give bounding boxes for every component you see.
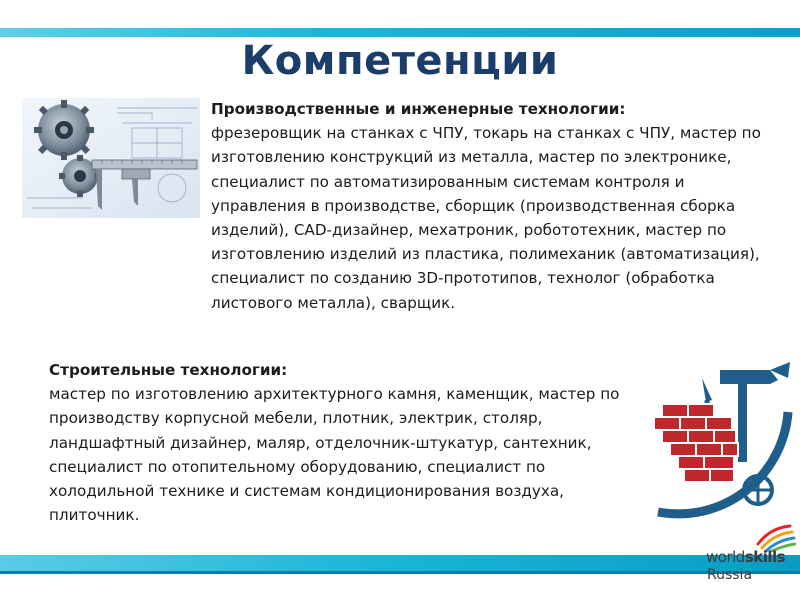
logo-subtitle: Russia <box>707 567 753 583</box>
gears-caliper-illustration <box>22 98 200 218</box>
section-heading: Производственные и инженерные технологии: <box>211 100 626 118</box>
worldskills-logo <box>706 522 796 600</box>
construction-technologies-section <box>49 358 649 527</box>
top-accent-band <box>0 28 800 37</box>
production-technologies-section <box>211 97 779 315</box>
wheel-icon <box>744 476 772 504</box>
slide-title: Компетенции <box>241 38 559 84</box>
logo-wordmark: worldskills <box>706 548 786 566</box>
section-text: мастер по изготовлению архитектурного камня, каменщик, мастер по производству корпусной мебели, плотник, электрик, столяр, ландшафтный дизайнер, маляр, отделочник-штукатур, сантехник, специалист по отопительному оборудованию, специалист по холодильной технике и системам кондиционирования воздуха, плиточник. <box>49 385 620 525</box>
section-heading: Строительные технологии: <box>49 361 288 379</box>
gear-icon <box>34 100 94 160</box>
section-text: фрезеровщик на станках с ЧПУ, токарь на станках с ЧПУ, мастер по изготовлению конструкций из металла, мастер по электронике, специалист по автоматизированным системам контроля и управления в производстве, сборщик (производственная сборка изделий), CAD-дизайнер, мехатроник, робототехник, мастер по изготовлению изделий из пластика, полимеханик (автоматизация), специалист по созданию 3D-прототипов, технолог (обработка листового металла), сварщик. <box>211 124 761 312</box>
bottom-accent-band <box>0 555 800 571</box>
construction-tools-illustration <box>650 352 798 522</box>
bricks-icon <box>654 404 738 482</box>
bottom-accent-line <box>0 571 800 574</box>
